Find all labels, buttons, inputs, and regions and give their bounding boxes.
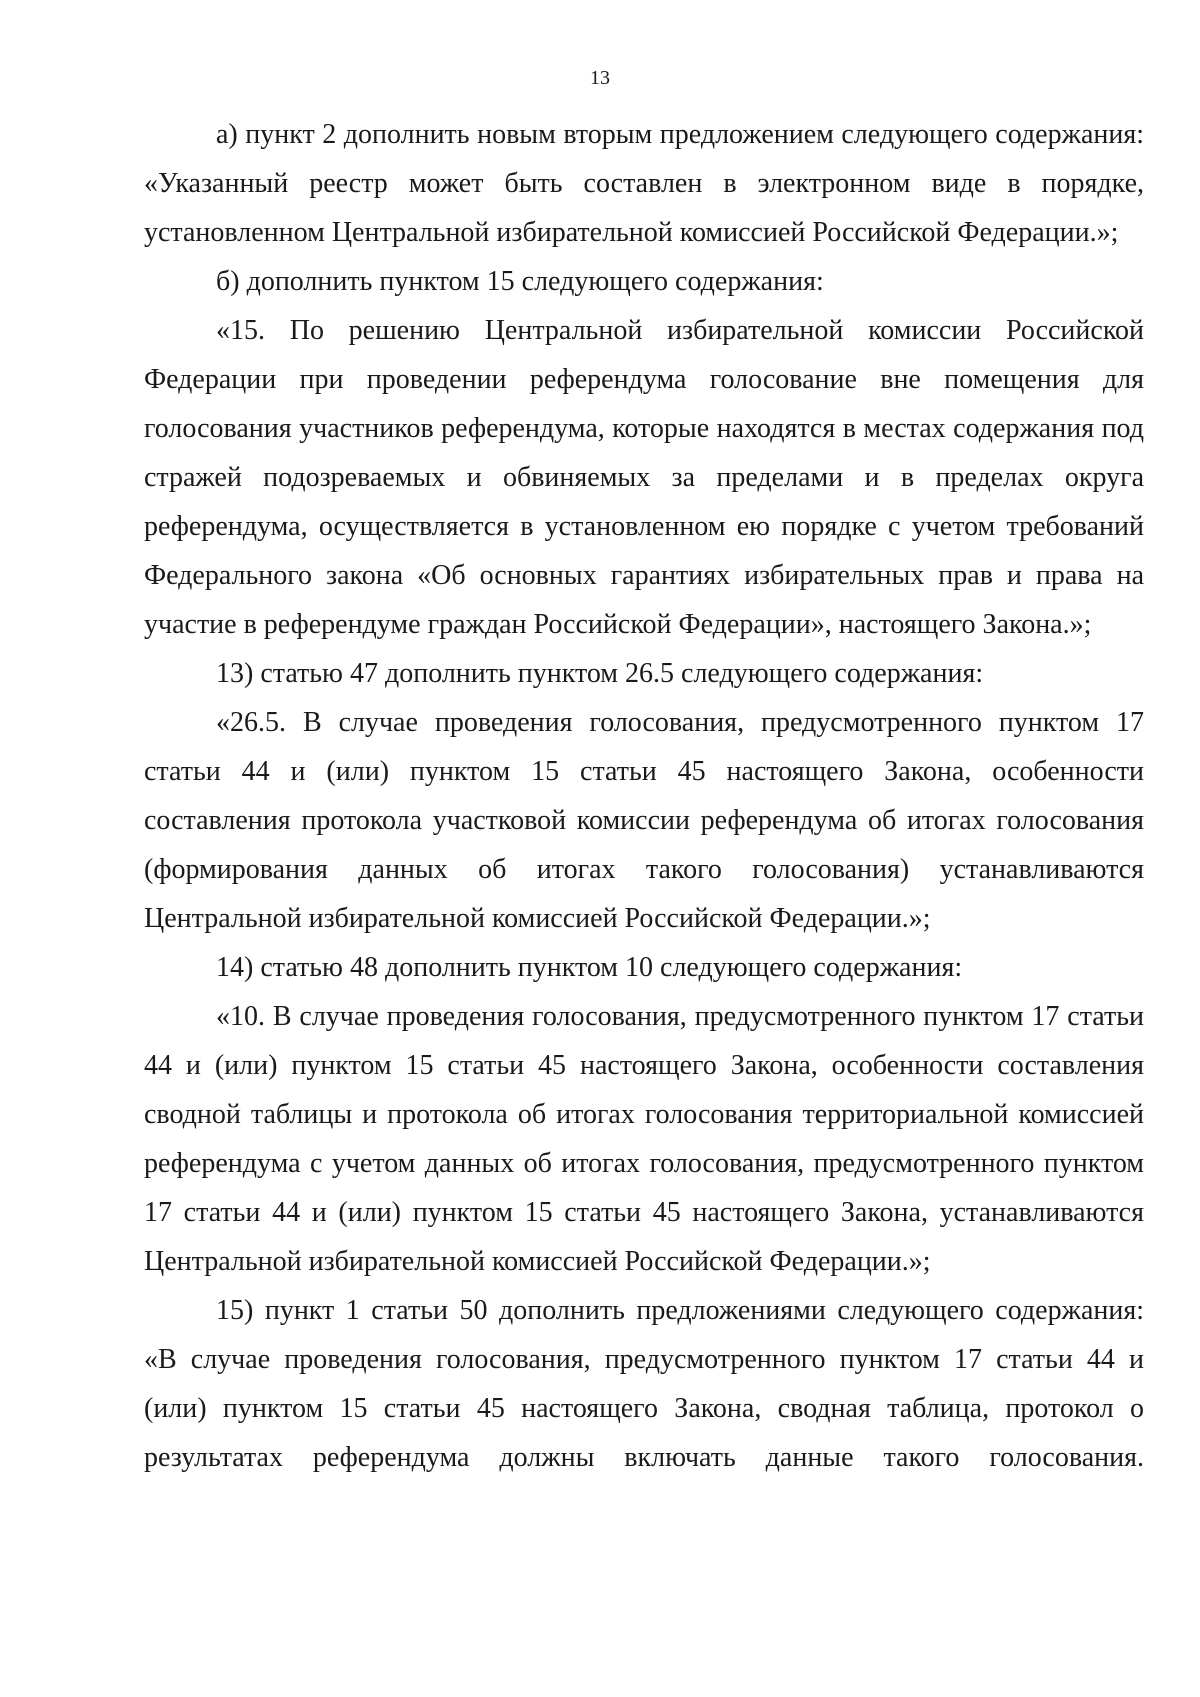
paragraph-point-10: «10. В случае проведения голосования, предусмотренного пунктом 17 статьи 44 и (или) пунктом 15 статьи 45 настоящего Закона, особенности составления сводной таблицы и протокола об итогах голосования территориальной комиссией референдума с учетом данных об итогах голосования, предусмотренного пунктом 17 статьи 44 и (или) пунктом 15 статьи 45 настоящего Закона, устанавливаются Центральной избирательной комиссией Российской Федерации.»; bbox=[144, 1001, 1144, 1277]
page-number: 13 bbox=[590, 67, 610, 89]
paragraph-point-26-5: «26.5. В случае проведения голосования, предусмотренного пунктом 17 статьи 44 и (или) пунктом 15 статьи 45 настоящего Закона, особенности составления протокола участковой комиссии референдума об итогах голосования (формирования данных об итогах такого голосования) устанавливаются Центральной избирательной комиссией Российской Федерации.»; bbox=[144, 707, 1144, 934]
paragraph-point-15: «15. По решению Центральной избирательной комиссии Российской Федерации при проведении референдума голосование вне помещения для голосования участников референдума, которые находятся в местах содержания под стражей подозреваемых и обвиняемых за пределами и в пределах округа референдума, осуществляется в установленном ею порядке с учетом требований Федерального закона «Об основных гарантиях избирательных прав и права на участие в референдуме граждан Российской Федерации», настоящего Закона.»; bbox=[144, 315, 1144, 640]
paragraph-item-13: 13) статью 47 дополнить пунктом 26.5 следующего содержания: bbox=[216, 658, 984, 689]
paragraph-amendment-b: б) дополнить пунктом 15 следующего содержания: bbox=[216, 266, 824, 297]
document-body bbox=[144, 110, 1144, 1482]
paragraph-amendment-a: а) пункт 2 дополнить новым вторым предложением следующего содержания: «Указанный реестр может быть составлен в электронном виде в порядке, установленном Центральной избирательной комиссией Российской Федерации.»; bbox=[144, 119, 1144, 248]
paragraph-item-14: 14) статью 48 дополнить пунктом 10 следующего содержания: bbox=[216, 952, 963, 983]
paragraph-item-15: 15) пункт 1 статьи 50 дополнить предложениями следующего содержания: «В случае проведения голосования, предусмотренного пунктом 17 статьи 44 и (или) пунктом 15 статьи 45 настоящего Закона, сводная таблица, протокол о результатах референдума должны включать данные такого голосования. bbox=[144, 1295, 1144, 1473]
